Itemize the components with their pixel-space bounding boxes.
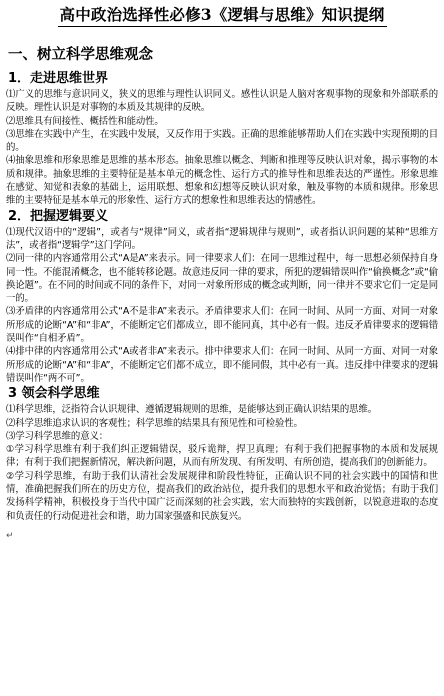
subsection-heading-2: 2．把握逻辑要义 [8, 208, 109, 224]
paragraph: ⑵科学思维追求认识的客观性；科学思维的结果具有预见性和可检验性。 [6, 417, 303, 429]
paragraph: ⑶学习科学思维的意义： [6, 430, 109, 442]
subsection-heading-1: 1．走进思维世界 [8, 71, 109, 86]
title-wrap [6, 0, 438, 30]
paragraph: ⑴现代汉语中的“逻辑”，或者与“规律”同义，或者指“逻辑规律与规则”，或者指认识问题的某种“思维方法”，或者指“逻辑学”这门学问。 [6, 226, 438, 251]
paragraph-return-mark: ↵ [6, 530, 14, 541]
paragraph: ②学习科学思维，有助于我们认清社会发展规律和阶段性特征，正确认识不同的社会实践中的国情和世情，准确把握我们所在的历史方位，提高我们的政治站位，提升我们的思想水平和政治觉悟；有助于我们发扬科学精神，积极投身于当代中国广泛而深刻的社会实践，宏大而独特的实践创新，以锐意进取的态度和负责任的行动促进社会和谐，助力国家强盛和民族复兴。 [6, 470, 438, 522]
paragraph: ⑶矛盾律的内容通常用公式“A不是非A”来表示。矛盾律要求人们：在同一时间、从同一方面、对同一对象所形成的论断“A”和“非A”，不能断定它们都成立，即不能同真，其中必有一假。违反矛盾律要求的逻辑错误叫作“自相矛盾”。 [6, 306, 438, 345]
document-title: 高中政治选择性必修3《逻辑与思维》知识提纲 [58, 4, 387, 27]
paragraph: ⑵同一律的内容通常用公式“A是A”来表示。同一律要求人们：在同一思维过程中，每一思想必须保持自身同一性。不能混淆概念，也不能转移论题。故意违反同一律的要求，所犯的逻辑错误叫作“偷换概念”或“偷换论题”。在不同的时间或不同的条件下，对同一对象所形成的概念或判断，同一律并不要求它们一定是同一的。 [6, 253, 438, 305]
section-heading: 一、树立科学思维观念 [8, 47, 153, 63]
paragraph: ⑷排中律的内容通常用公式“A或者非A”来表示。排中律要求人们：在同一时间、从同一方面、对同一对象所形成的论断“A”和“非A”，不能断定它们都不成立，即不能同假，其中必有一真。违反排中律要求的逻辑错误叫作“两不可”。 [6, 346, 438, 384]
paragraph: ⑴广义的思维与意识同义，狭义的思维与理性认识同义。感性认识是人脑对客观事物的现象和外部联系的反映。理性认识是对事物的本质及其规律的反映。 [6, 89, 438, 114]
subsection-heading-3: 3 领会科学思维 [8, 386, 100, 402]
paragraph: ⑴科学思维，泛指符合认识规律、遵循逻辑规则的思维，是能够达到正确认识结果的思维。 [6, 404, 378, 416]
paragraph: ⑷抽象思维和形象思维是思维的基本形态。抽象思维以概念、判断和推理等反映认识对象，揭示事物的本质和规律。抽象思维的主要特征是基本单元的概念性、运行方式的推导性和思维表达的严谨性。形象思维在感觉、知觉和表象的基础上，运用联想、想象和幻想等反映认识对象，触及事物的本质和规律。形象思维的主要特征是基本单元的形象性、运行方式的想象性和思维表达的情感性。 [6, 155, 438, 207]
paragraph: ⑶思维在实践中产生，在实践中发展，又反作用于实践。正确的思维能够帮助人们在实践中实现预期的目的。 [6, 128, 438, 154]
paragraph: ①学习科学思维有利于我们纠正逻辑错误，驳斥诡辩，捍卫真理；有利于我们把握事物的本质和发展规律；有利于我们把握新情况，解决新问题，从而有所发现、有所发明、有所创造，提高我们的创新能力。 [6, 444, 438, 469]
paragraph: ⑵思维具有间接性、概括性和能动性。 [6, 115, 164, 127]
